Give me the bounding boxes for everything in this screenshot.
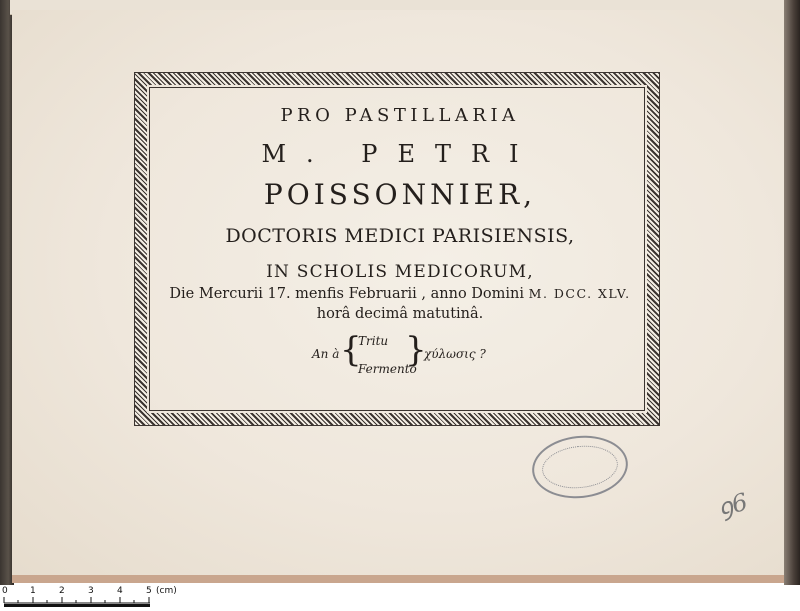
question-option-tritu: Tritu	[358, 334, 389, 348]
title-line-in-scholis: IN SCHOLIS MEDICORUM,	[266, 262, 534, 282]
pencil-annotation: ꝯ6	[715, 487, 751, 523]
title-line-doctoris: DOCTORIS MEDICI PARISIENSIS,	[225, 225, 575, 247]
date-text: Die Mercurii 17. menfis Februarii , anno Domini	[169, 286, 525, 302]
ruler-label-3: 3	[88, 586, 94, 596]
date-year: M. DCC. XLV.	[528, 286, 631, 301]
left-brace: {	[340, 330, 362, 370]
ruler-label-4: 4	[117, 586, 123, 596]
right-brace: }	[405, 330, 427, 370]
ruler-label-2: 2	[59, 586, 65, 596]
time-line: horâ decimâ matutinâ.	[316, 306, 484, 322]
ruler-label-unit: (cm)	[156, 586, 177, 596]
ruler-ticks	[0, 585, 160, 611]
page-edge	[12, 575, 786, 583]
question-suffix-greek: χύλωσις ?	[424, 347, 486, 361]
title-line-pro-pastillaria: PRO PASTILLARIA	[280, 105, 520, 126]
question-option-fermento: Fermento	[358, 362, 417, 376]
ruler-label-1: 1	[30, 586, 36, 596]
date-line	[0, 286, 800, 302]
library-stamp-ring	[540, 442, 620, 492]
ruler-label-0: 0	[2, 586, 8, 596]
ruler-label-5: 5	[146, 586, 152, 596]
title-line-poissonnier: POISSONNIER,	[263, 178, 537, 211]
question-prefix: An à	[312, 347, 340, 361]
title-line-m-petri: M. PETRI	[261, 140, 539, 168]
